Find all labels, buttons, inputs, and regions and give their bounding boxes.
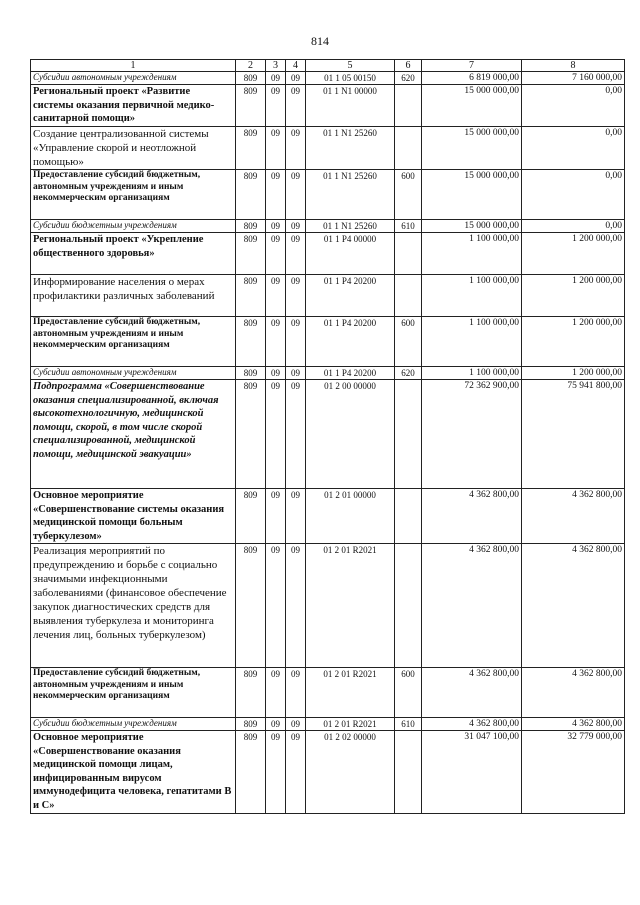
table-row xyxy=(31,85,625,127)
section-code: 09 xyxy=(266,220,286,233)
header-cell: 6 xyxy=(395,60,422,72)
target-article-code: 01 1 P4 20200 xyxy=(306,317,395,367)
table-row xyxy=(31,317,625,367)
row-name: Реализация мероприятий по предупреждению и борьбе с социально значимыми инфекционными заболеваниями (финансовое обеспечение закупок диагностических средств для выявления туберкулеза и мониторинга лечения лиц, больных туберкулезом) xyxy=(31,544,236,668)
section-code: 09 xyxy=(266,85,286,127)
amount-year-1: 1 100 000,00 xyxy=(422,317,522,367)
amount-year-2: 4 362 800,00 xyxy=(522,718,625,731)
expense-type-code xyxy=(395,489,422,544)
ministry-code: 809 xyxy=(236,85,266,127)
table-row xyxy=(31,731,625,814)
target-article-code: 01 1 N1 25260 xyxy=(306,220,395,233)
subsection-code: 09 xyxy=(286,72,306,85)
subsection-code: 09 xyxy=(286,668,306,718)
section-code: 09 xyxy=(266,317,286,367)
section-code: 09 xyxy=(266,731,286,814)
amount-year-1: 1 100 000,00 xyxy=(422,233,522,275)
subsection-code: 09 xyxy=(286,220,306,233)
amount-year-2: 4 362 800,00 xyxy=(522,668,625,718)
amount-year-1: 4 362 800,00 xyxy=(422,489,522,544)
subsection-code: 09 xyxy=(286,170,306,220)
section-code: 09 xyxy=(266,170,286,220)
header-cell: 3 xyxy=(266,60,286,72)
amount-year-1: 4 362 800,00 xyxy=(422,544,522,668)
ministry-code: 809 xyxy=(236,718,266,731)
target-article-code: 01 1 P4 20200 xyxy=(306,275,395,317)
expense-type-code xyxy=(395,127,422,170)
subsection-code: 09 xyxy=(286,317,306,367)
table-row xyxy=(31,127,625,170)
target-article-code: 01 2 01 R2021 xyxy=(306,668,395,718)
target-article-code: 01 2 01 R2021 xyxy=(306,544,395,668)
section-code: 09 xyxy=(266,72,286,85)
amount-year-1: 1 100 000,00 xyxy=(422,367,522,380)
row-name: Создание централизованной системы «Управление скорой и неотложной помощью» xyxy=(31,127,236,170)
amount-year-1: 6 819 000,00 xyxy=(422,72,522,85)
expense-type-code: 600 xyxy=(395,317,422,367)
amount-year-2: 0,00 xyxy=(522,220,625,233)
row-name: Региональный проект «Развитие системы оказания первичной медико-санитарной помощи» xyxy=(31,85,236,127)
expense-type-code: 600 xyxy=(395,170,422,220)
ministry-code: 809 xyxy=(236,367,266,380)
amount-year-1: 4 362 800,00 xyxy=(422,718,522,731)
ministry-code: 809 xyxy=(236,489,266,544)
table-row xyxy=(31,489,625,544)
ministry-code: 809 xyxy=(236,275,266,317)
amount-year-1: 31 047 100,00 xyxy=(422,731,522,814)
section-code: 09 xyxy=(266,380,286,489)
header-cell: 8 xyxy=(522,60,625,72)
target-article-code: 01 2 01 00000 xyxy=(306,489,395,544)
ministry-code: 809 xyxy=(236,668,266,718)
subsection-code: 09 xyxy=(286,275,306,317)
ministry-code: 809 xyxy=(236,380,266,489)
header-cell: 4 xyxy=(286,60,306,72)
ministry-code: 809 xyxy=(236,731,266,814)
amount-year-1: 72 362 900,00 xyxy=(422,380,522,489)
row-name: Предоставление субсидий бюджетным, автономным учреждениям и иным некоммерческим организациям xyxy=(31,170,236,220)
target-article-code: 01 2 01 R2021 xyxy=(306,718,395,731)
section-code: 09 xyxy=(266,668,286,718)
row-name: Предоставление субсидий бюджетным, автономным учреждениям и иным некоммерческим организациям xyxy=(31,317,236,367)
expense-type-code xyxy=(395,233,422,275)
expense-type-code xyxy=(395,85,422,127)
ministry-code: 809 xyxy=(236,233,266,275)
subsection-code: 09 xyxy=(286,731,306,814)
amount-year-1: 15 000 000,00 xyxy=(422,127,522,170)
subsection-code: 09 xyxy=(286,233,306,275)
section-code: 09 xyxy=(266,367,286,380)
ministry-code: 809 xyxy=(236,72,266,85)
target-article-code: 01 1 N1 00000 xyxy=(306,85,395,127)
row-name: Субсидии бюджетным учреждениям xyxy=(31,718,236,731)
ministry-code: 809 xyxy=(236,127,266,170)
table-row xyxy=(31,718,625,731)
section-code: 09 xyxy=(266,718,286,731)
header-cell: 2 xyxy=(236,60,266,72)
expense-type-code xyxy=(395,544,422,668)
expense-type-code: 600 xyxy=(395,668,422,718)
subsection-code: 09 xyxy=(286,489,306,544)
section-code: 09 xyxy=(266,127,286,170)
subsection-code: 09 xyxy=(286,544,306,668)
target-article-code: 01 1 P4 20200 xyxy=(306,367,395,380)
budget-table xyxy=(30,59,625,814)
ministry-code: 809 xyxy=(236,220,266,233)
section-code: 09 xyxy=(266,489,286,544)
expense-type-code: 620 xyxy=(395,367,422,380)
amount-year-1: 15 000 000,00 xyxy=(422,220,522,233)
amount-year-2: 1 200 000,00 xyxy=(522,367,625,380)
table-row xyxy=(31,275,625,317)
table-row xyxy=(31,380,625,489)
table-row xyxy=(31,220,625,233)
header-row xyxy=(31,60,625,72)
amount-year-1: 4 362 800,00 xyxy=(422,668,522,718)
row-name: Региональный проект «Укрепление общественного здоровья» xyxy=(31,233,236,275)
subsection-code: 09 xyxy=(286,367,306,380)
amount-year-2: 0,00 xyxy=(522,170,625,220)
target-article-code: 01 1 N1 25260 xyxy=(306,127,395,170)
target-article-code: 01 1 P4 00000 xyxy=(306,233,395,275)
row-name: Информирование населения о мерах профилактики различных заболеваний xyxy=(31,275,236,317)
expense-type-code xyxy=(395,731,422,814)
amount-year-2: 1 200 000,00 xyxy=(522,233,625,275)
ministry-code: 809 xyxy=(236,170,266,220)
page-number: 814 xyxy=(311,34,329,48)
table-row xyxy=(31,668,625,718)
subsection-code: 09 xyxy=(286,718,306,731)
target-article-code: 01 2 02 00000 xyxy=(306,731,395,814)
table-row xyxy=(31,170,625,220)
expense-type-code: 610 xyxy=(395,220,422,233)
row-name: Основное мероприятие «Совершенствование оказания медицинской помощи лицам, инфицированным вирусом иммунодефицита человека, гепатитами В и С» xyxy=(31,731,236,814)
row-name: Основное мероприятие «Совершенствование системы оказания медицинской помощи больным туберкулезом» xyxy=(31,489,236,544)
amount-year-2: 7 160 000,00 xyxy=(522,72,625,85)
header-cell: 5 xyxy=(306,60,395,72)
row-name: Подпрограмма «Совершенствование оказания специализированной, включая высокотехнологичную, медицинской помощи, скорой, в том числе скорой специализированной, медицинской помощи, медицинской эвакуации» xyxy=(31,380,236,489)
amount-year-2: 32 779 000,00 xyxy=(522,731,625,814)
subsection-code: 09 xyxy=(286,85,306,127)
target-article-code: 01 2 00 00000 xyxy=(306,380,395,489)
table-row xyxy=(31,233,625,275)
expense-type-code xyxy=(395,275,422,317)
subsection-code: 09 xyxy=(286,127,306,170)
row-name: Субсидии бюджетным учреждениям xyxy=(31,220,236,233)
ministry-code: 809 xyxy=(236,544,266,668)
row-name: Предоставление субсидий бюджетным, автономным учреждениям и иным некоммерческим организациям xyxy=(31,668,236,718)
amount-year-2: 1 200 000,00 xyxy=(522,275,625,317)
amount-year-2: 0,00 xyxy=(522,85,625,127)
expense-type-code: 610 xyxy=(395,718,422,731)
section-code: 09 xyxy=(266,233,286,275)
amount-year-2: 4 362 800,00 xyxy=(522,489,625,544)
ministry-code: 809 xyxy=(236,317,266,367)
expense-type-code xyxy=(395,380,422,489)
table-row xyxy=(31,544,625,668)
amount-year-1: 1 100 000,00 xyxy=(422,275,522,317)
target-article-code: 01 1 N1 25260 xyxy=(306,170,395,220)
section-code: 09 xyxy=(266,544,286,668)
amount-year-2: 4 362 800,00 xyxy=(522,544,625,668)
row-name: Субсидии автономным учреждениям xyxy=(31,72,236,85)
amount-year-1: 15 000 000,00 xyxy=(422,170,522,220)
amount-year-2: 75 941 800,00 xyxy=(522,380,625,489)
section-code: 09 xyxy=(266,275,286,317)
header-cell: 1 xyxy=(31,60,236,72)
target-article-code: 01 1 05 00150 xyxy=(306,72,395,85)
amount-year-2: 1 200 000,00 xyxy=(522,317,625,367)
header-cell: 7 xyxy=(422,60,522,72)
row-name: Субсидии автономным учреждениям xyxy=(31,367,236,380)
subsection-code: 09 xyxy=(286,380,306,489)
amount-year-2: 0,00 xyxy=(522,127,625,170)
table-row xyxy=(31,367,625,380)
expense-type-code: 620 xyxy=(395,72,422,85)
table-row xyxy=(31,72,625,85)
amount-year-1: 15 000 000,00 xyxy=(422,85,522,127)
